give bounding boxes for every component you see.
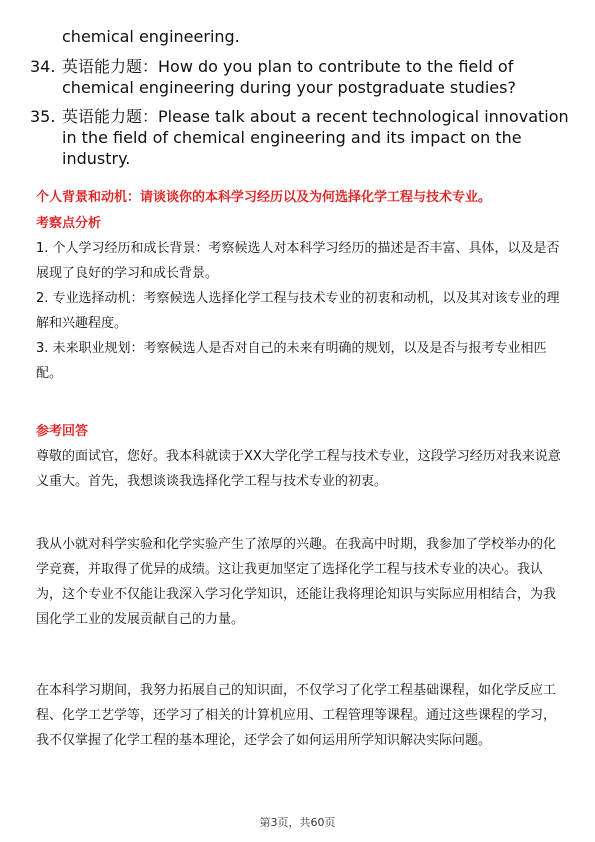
answer-section (36, 420, 564, 494)
question-list (30, 56, 570, 177)
answer-paragraph: 我从小就对科学实验和化学实验产生了浓厚的兴趣。在我高中时期，我参加了学校举办的化学竞赛，并取得了优异的成绩。这让我更加坚定了选择化学工程与技术专业的决心。我认为，这个专业不仅能让我深入学习化学知识，还能让我将理论知识与实际应用相结合，为我国化学工业的发展贡献自己的力量。 (36, 537, 557, 627)
page-number: 第3页，共60页 (259, 816, 336, 829)
analysis-section (36, 212, 564, 386)
question-text: How do you plan to contribute to the field of chemical engineering during your postgraduate studies? (62, 57, 516, 97)
question-label: 英语能力题： (62, 57, 159, 76)
question-item (30, 106, 570, 169)
answer-paragraph: 尊敬的面试官，您好。我本科就读于XX大学化学工程与技术专业，这段学习经历对我来说意义重大。首先，我想谈谈我选择化学工程与技术专业的初衷。 (36, 449, 561, 489)
question-number: 34. (30, 57, 56, 76)
analysis-point: 2. 专业选择动机：考察候选人选择化学工程与技术专业的初衷和动机，以及其对该专业的理解和兴趣程度。 (36, 291, 560, 331)
continued-question-text: chemical engineering. (62, 27, 240, 46)
question-heading-section (36, 186, 564, 210)
question-body (62, 106, 570, 169)
question-label: 英语能力题： (62, 107, 159, 126)
question-heading: 个人背景和动机：请谈谈你的本科学习经历以及为何选择化学工程与技术专业。 (36, 190, 492, 205)
answer-paragraph: 在本科学习期间，我努力拓展自己的知识面，不仅学习了化学工程基础课程，如化学反应工程、化学工艺学等，还学习了相关的计算机应用、工程管理等课程。通过这些课程的学习，我不仅掌握了化学工程的基本理论，还学会了如何运用所学知识解决实际问题。 (36, 683, 557, 748)
question-text: Please talk about a recent technological innovation in the field of chemical engineering and its impact on the industry. (62, 107, 569, 168)
question-body (62, 56, 570, 98)
answer-section-3 (36, 678, 564, 753)
question-number: 35. (30, 107, 56, 126)
analysis-title: 考察点分析 (36, 216, 102, 231)
answer-section-2 (36, 532, 564, 632)
answer-title: 参考回答 (36, 424, 89, 439)
analysis-point: 1. 个人学习经历和成长背景：考察候选人对本科学习经历的描述是否丰富、具体，以及是否展现了良好的学习和成长背景。 (36, 241, 560, 281)
question-item (30, 56, 570, 98)
analysis-point: 3. 未来职业规划：考察候选人是否对自己的未来有明确的规划，以及是否与报考专业相匹配。 (36, 341, 547, 381)
